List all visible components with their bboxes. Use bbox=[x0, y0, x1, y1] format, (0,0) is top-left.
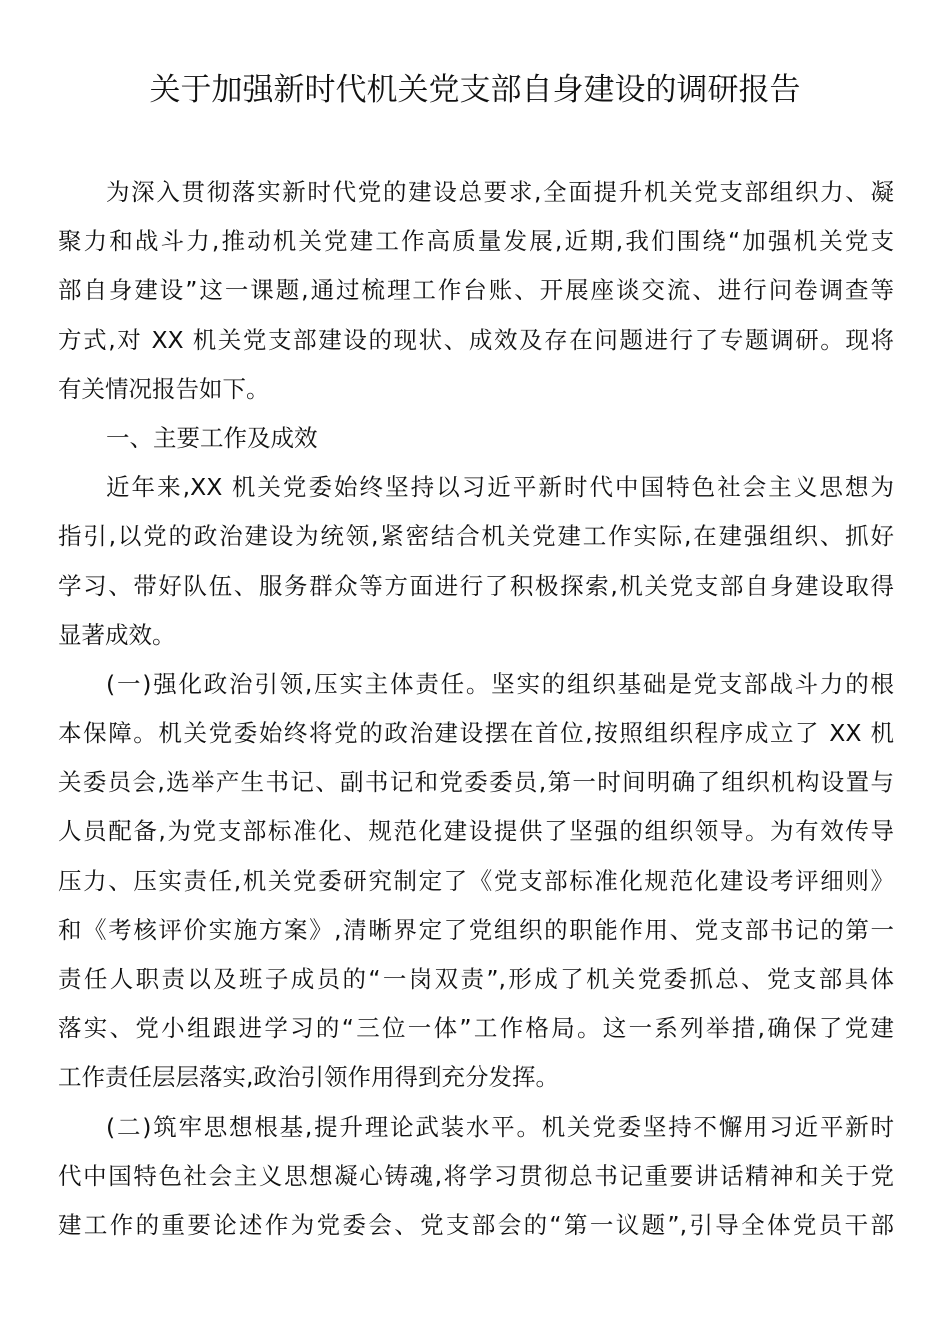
paragraph-line: 落实、党小组跟进学习的“三位一体”工作格局。这一系列举措,确保了党建 bbox=[58, 1014, 894, 1043]
paragraph-line: 显著成效。 bbox=[58, 620, 176, 649]
paragraph-line: (一)强化政治引领,压实主体责任。坚实的组织基础是党支部战斗力的根 bbox=[106, 669, 894, 698]
paragraph-line: 本保障。机关党委始终将党的政治建设摆在首位,按照组织程序成立了 XX 机 bbox=[58, 719, 894, 748]
paragraph-line: 部自身建设”这一课题,通过梳理工作台账、开展座谈交流、进行问卷调查等 bbox=[58, 276, 894, 305]
paragraph-line: 学习、带好队伍、服务群众等方面进行了积极探索,机关党支部自身建设取得 bbox=[58, 571, 894, 600]
section-heading: 一、主要工作及成效 bbox=[106, 423, 318, 452]
paragraph-line: 责任人职责以及班子成员的“一岗双责”,形成了机关党委抓总、党支部具体 bbox=[58, 965, 894, 993]
paragraph-line: 代中国特色社会主义思想凝心铸魂,将学习贯彻总书记重要讲话精神和关于党 bbox=[58, 1161, 894, 1190]
paragraph-line: 方式,对 XX 机关党支部建设的现状、成效及存在问题进行了专题调研。现将 bbox=[58, 325, 894, 354]
paragraph-line: 和《考核评价实施方案》,清晰界定了党组织的职能作用、党支部书记的第一 bbox=[58, 915, 894, 944]
paragraph-line: 工作责任层层落实,政治引领作用得到充分发挥。 bbox=[58, 1063, 559, 1092]
paragraph-line: 指引,以党的政治建设为统领,紧密结合机关党建工作实际,在建强组织、抓好 bbox=[58, 522, 894, 551]
paragraph-line: 为深入贯彻落实新时代党的建设总要求,全面提升机关党支部组织力、凝 bbox=[106, 178, 894, 206]
paragraph-line: 近年来,XX 机关党委始终坚持以习近平新时代中国特色社会主义思想为 bbox=[106, 473, 894, 502]
paragraph-line: 有关情况报告如下。 bbox=[58, 374, 270, 403]
paragraph-line: 建工作的重要论述作为党委会、党支部会的“第一议题”,引导全体党员干部 bbox=[58, 1210, 894, 1239]
paragraph-line: (二)筑牢思想根基,提升理论武装水平。机关党委坚持不懈用习近平新时 bbox=[106, 1112, 894, 1141]
paragraph-line: 压力、压实责任,机关党委研究制定了《党支部标准化规范化建设考评细则》 bbox=[58, 866, 894, 895]
document-body bbox=[58, 168, 894, 1250]
paragraph-line: 关委员会,选举产生书记、副书记和党委委员,第一时间明确了组织机构设置与 bbox=[58, 768, 894, 797]
paragraph-line: 聚力和战斗力,推动机关党建工作高质量发展,近期,我们围绕“加强机关党支 bbox=[58, 227, 894, 256]
document-title: 关于加强新时代机关党支部自身建设的调研报告 bbox=[149, 72, 801, 108]
paragraph-line: 人员配备,为党支部标准化、规范化建设提供了坚强的组织领导。为有效传导 bbox=[58, 817, 894, 846]
